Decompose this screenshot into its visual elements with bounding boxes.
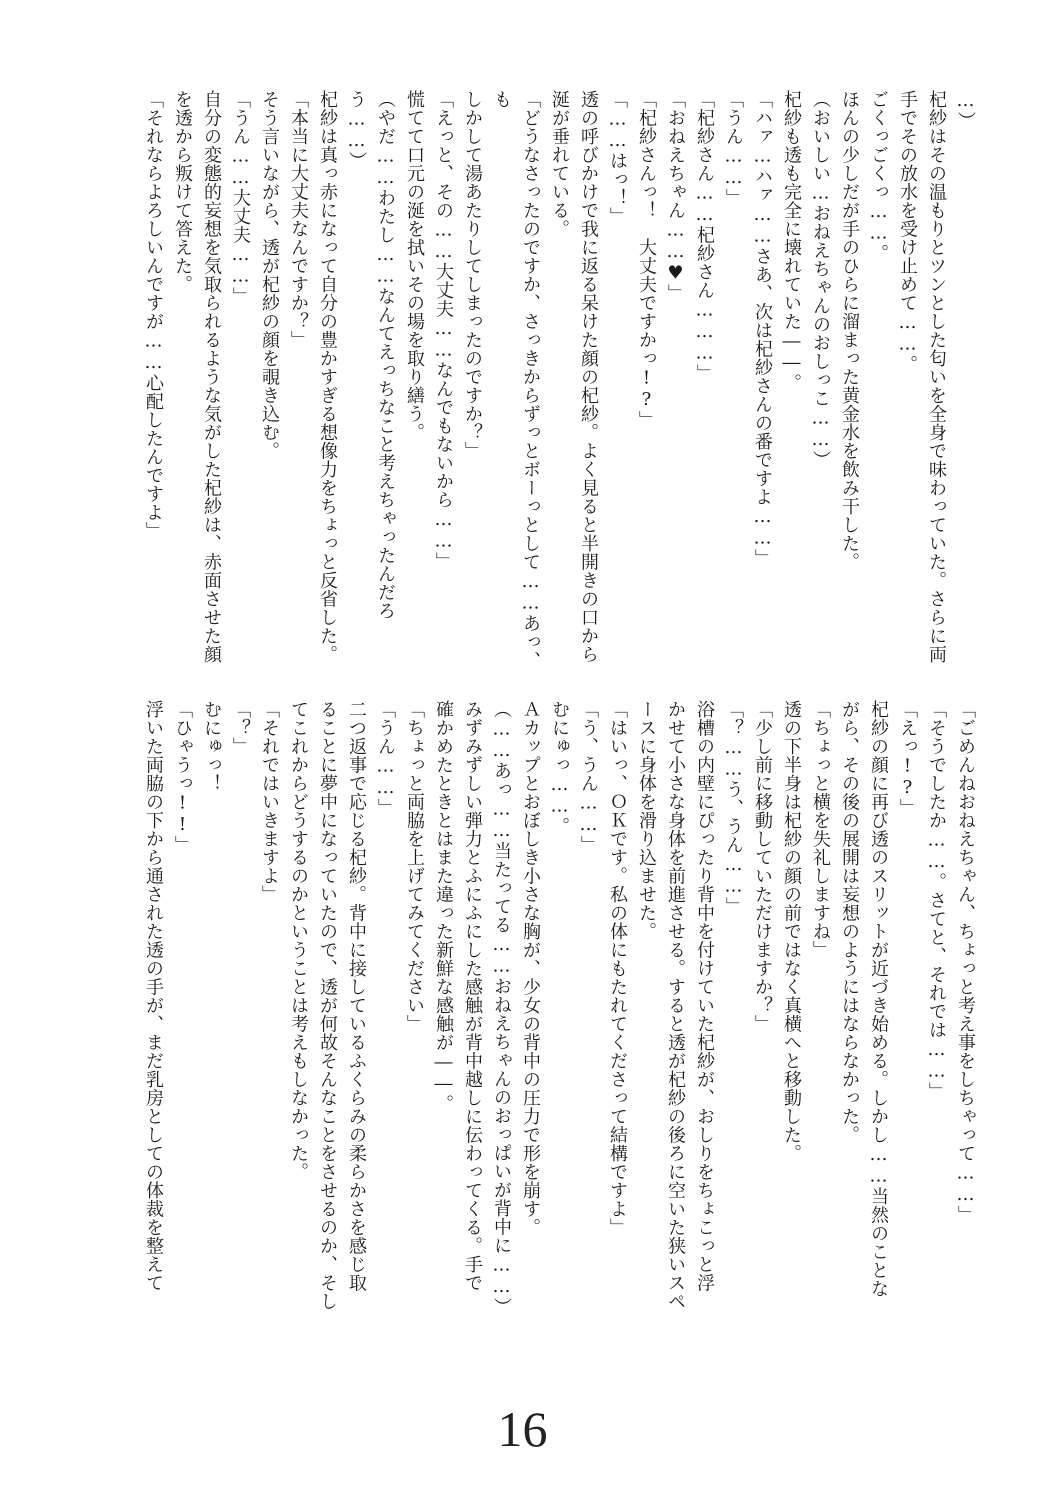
text-line: みずみずしい弾力とふにふにした感触が背中越しに伝わってくる。手で — [462, 700, 483, 1292]
text-line: 「杞紗さん……杞紗さん………」 — [694, 90, 715, 383]
text-line: 杞紗も透も完全に壊れていた――。 — [781, 90, 802, 392]
text-line: 「はいっ、ＯＫです。私の体にもたれてくださって結構ですよ」 — [607, 700, 628, 1237]
text-line: を透から叛けて答えた。 — [172, 90, 193, 294]
text-line: 「ハァ…ハァ……さあ、次は杞紗さんの番ですよ……」 — [752, 90, 773, 568]
text-line: 「？」 — [230, 700, 251, 756]
text-line: （やだ……わたし……なんてえっちなこと考えちゃったんだろう……） — [346, 90, 396, 620]
text-line: 慌てて口元の涎を拭いその場を取り繕う。 — [404, 90, 425, 442]
text-line: （おいしい…おねえちゃんのおしっこ……） — [810, 90, 831, 469]
text-line: 涎が垂れている。 — [549, 90, 570, 238]
text-line: 「うん……」 — [723, 90, 744, 207]
text-line: てこれからどうするのかということは考えもしなかった。 — [288, 700, 309, 1181]
text-line: 「……はっ！」 — [607, 90, 628, 226]
text-line: 「うん……」 — [375, 700, 396, 817]
text-line: 「それではいきますよ」 — [259, 700, 280, 904]
text-line: 「おねえちゃん……♥」 — [665, 90, 686, 303]
text-line: 透の呼びかけで我に返る呆けた顔の杞紗。よく見ると半開きの口から — [578, 90, 599, 664]
text-line: 自分の変態的妄想を気取られるような気がした杞紗は、赤面させた顔 — [201, 90, 222, 664]
text-line: 「それならよろしいんですが……心配したんですよ」 — [143, 90, 164, 540]
text-line: 「ひゃうっ!!」 — [172, 700, 193, 854]
text-line: 「ごめんねおねえちゃん、ちょっと考え事をしちゃって……」 — [955, 700, 976, 1224]
text-line: 「ちょっと横を失礼しますね」 — [810, 700, 831, 959]
text-line: 「本当に大丈夫なんですか？」 — [288, 90, 309, 349]
text-line: ごくっごくっ……。 — [868, 90, 889, 263]
text-line: 「えっと、その……大丈夫……なんでもないから……」 — [433, 90, 454, 571]
text-line: 「どうなさったのですか、さっきからずっとボーっとして……あっ、も — [491, 90, 541, 670]
text-line: （……あっ……当たってる……おねえちゃんのおっぱいが背中に……） — [491, 700, 512, 1316]
text-line: 杞紗はその温もりとツンとした匂いを全身で味わっていた。さらに両 — [926, 90, 947, 664]
text-line: 浮いた両脇の下から通された透の手が、まだ乳房としての体裁を整えて — [143, 700, 164, 1292]
text-line: Ａカップとおぼしき小さな胸が、少女の背中の圧力で形を崩す。 — [520, 700, 541, 1237]
text-line: 杞紗は真っ赤になって自分の豊かすぎる想像力をちょっと反省した。 — [317, 90, 338, 664]
text-line: 「ちょっと両脇を上げてみてください」 — [404, 700, 425, 1033]
text-line: 杞紗の顔に再び透のスリットが近づき始める。しかし……当然のことな — [868, 700, 889, 1298]
text-line: がら、その後の展開は妄想のようにはならなかった。 — [839, 700, 860, 1144]
text-line: ほんの少しだが手のひらに溜まった黄金水を飲み干した。 — [839, 90, 860, 571]
text-line: 「えっ!?」 — [897, 700, 918, 817]
text-line: むにゅっ！ — [201, 700, 222, 793]
text-line: 「少し前に移動していただけますか？」 — [752, 700, 773, 1033]
lower-text-block — [80, 700, 980, 1400]
text-line: 「杞紗さんっ！ 大丈夫ですかっ!?」 — [636, 90, 657, 429]
text-line: 「う、うん……」 — [578, 700, 599, 854]
text-line: ることに夢中になっていたので、透が何故そんなことをさせるのか、そし — [317, 700, 338, 1311]
text-line: かせて小さな身体を前進させる。すると透が杞紗の後ろに空いた狭いスペ — [665, 700, 686, 1311]
text-line: 透の下半身は杞紗の顔の前ではなく真横へと移動した。 — [781, 700, 802, 1163]
text-line: …） — [955, 90, 976, 130]
text-line: 「？……う、うん……」 — [723, 700, 744, 916]
upper-text-block — [90, 90, 980, 680]
text-line: むにゅっ……。 — [549, 700, 570, 836]
text-line: 二つ返事で応じる杞紗。背中に接しているふくらみの柔らかさを感じ取 — [346, 700, 367, 1292]
text-line: ースに身体を滑り込ませた。 — [636, 700, 657, 941]
text-line: そう言いながら、透が杞紗の顔を覗き込む。 — [259, 90, 280, 460]
text-line: しかして湯あたりしてしまったのですか？」 — [462, 90, 483, 460]
text-line: 確かめたときとはまた違った新鮮な感触が――。 — [433, 700, 454, 1113]
page-number: 16 — [497, 1401, 548, 1457]
text-line: 「そうでしたか……。さてと、それでは……」 — [926, 700, 947, 1101]
text-line: 浴槽の内壁にぴったり背中を付けていた杞紗が、おしりをちょこっと浮 — [694, 700, 715, 1292]
text-line: 手でその放水を受け止めて……。 — [897, 90, 918, 374]
text-line: 「うん……大丈夫……」 — [230, 90, 251, 306]
